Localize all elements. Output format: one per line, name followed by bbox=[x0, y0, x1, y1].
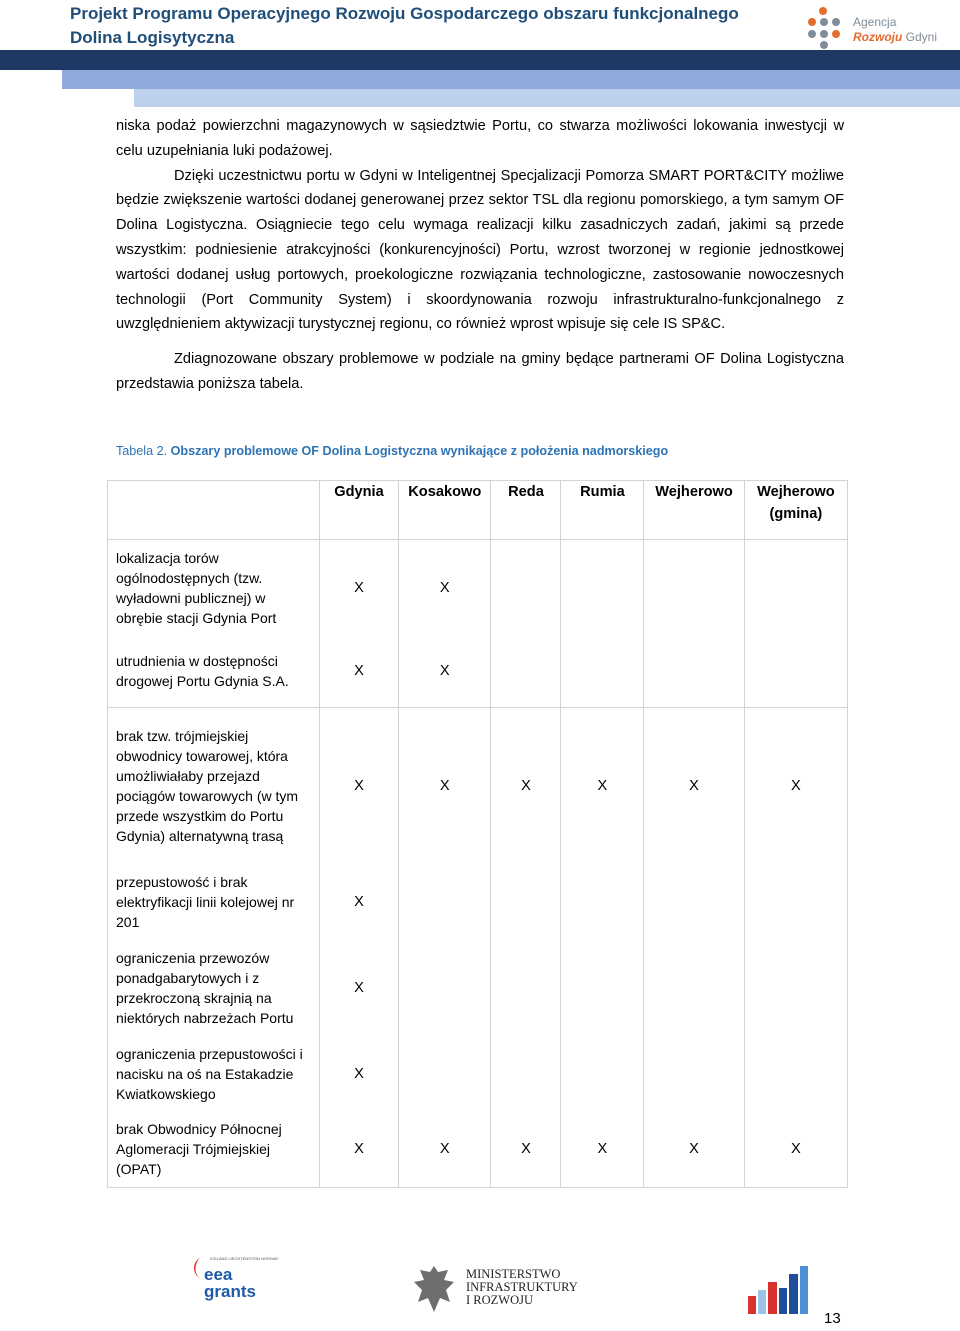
cell-mark bbox=[561, 864, 644, 940]
table-caption-label: Tabela 2. bbox=[116, 444, 168, 458]
cell-mark bbox=[744, 636, 847, 708]
row-label: ograniczenia przewozów ponadgabarytowych i z przekroczoną skrajnią na niektórych nabrzeżach Portu bbox=[108, 940, 320, 1036]
cell-mark bbox=[561, 940, 644, 1036]
cell-mark: X bbox=[491, 1112, 561, 1188]
cell-mark bbox=[644, 940, 744, 1036]
cell-mark bbox=[399, 1036, 491, 1112]
paragraph-3: Zdiagnozowane obszary problemowe w podziale na gminy będące partnerami OF Dolina Logistyczna przedstawia poniższa tabela. bbox=[116, 351, 844, 392]
table-header-row bbox=[108, 481, 848, 540]
column-header: Wejherowo bbox=[644, 481, 744, 540]
cell-mark bbox=[491, 636, 561, 708]
cell-mark bbox=[644, 1036, 744, 1112]
table-header-empty bbox=[108, 481, 320, 540]
problem-areas-table bbox=[107, 480, 848, 1188]
eea-grants-icon bbox=[190, 1252, 279, 1302]
cell-mark: X bbox=[561, 708, 644, 864]
ministry-text: MINISTERSTWO INFRASTRUKTURY I ROZWOJU bbox=[466, 1267, 578, 1307]
row-label: ograniczenia przepustowości i nacisku na oś na Estakadzie Kwiatkowskiego bbox=[108, 1036, 320, 1112]
agency-logo-dots-icon bbox=[803, 6, 849, 50]
table-row bbox=[108, 1112, 848, 1188]
cell-mark: X bbox=[399, 540, 491, 636]
cell-mark: X bbox=[744, 708, 847, 864]
cell-mark: X bbox=[319, 708, 398, 864]
table-row bbox=[108, 708, 848, 864]
city-skyline-icon bbox=[746, 1264, 816, 1316]
table-row bbox=[108, 940, 848, 1036]
table-caption-text: Obszary problemowe OF Dolina Logistyczna wynikające z położenia nadmorskiego bbox=[170, 444, 669, 458]
ministry-logo bbox=[410, 1262, 590, 1318]
eea-line2-text: grants bbox=[204, 1282, 256, 1301]
cell-mark: X bbox=[319, 1036, 398, 1112]
eea-line1-text: eea bbox=[204, 1265, 233, 1284]
cell-mark bbox=[561, 1036, 644, 1112]
city-skyline-logo bbox=[746, 1264, 816, 1316]
cell-mark: X bbox=[561, 1112, 644, 1188]
cell-mark bbox=[561, 540, 644, 636]
header-title: Projekt Programu Operacyjnego Rozwoju Gospodarczego obszaru funkcjonalnego Dolina Logisytyczna bbox=[70, 4, 739, 47]
column-header: Reda bbox=[491, 481, 561, 540]
table-caption bbox=[116, 444, 668, 458]
paragraph-2: Dzięki uczestnictwu portu w Gdyni w Inteligentnej Specjalizacji Pomorza SMART PORT&CITY możliwe będzie zwiększenie wartości dodanej generowanej przez sektor TSL dla regionu pomorskiego, a tym samym OF Dolina Logistyczna. Osiągniecie tego celu wymaga realizacji kilku zasadniczych zadań, jakimi są przede wszystkim: podniesienie atrakcyjności (konkurencyjności) Portu, wzrost tworzonej w regionie jednostkowej wartości dodanej usług portowych, proekologiczne rozwiązania technologiczne, zastosowanie nowoczesnych technologii (Port Community System) i skoordynowania rozwoju infrastrukturalno-funkcjonalnego z uwzględnieniem aktywizacji turystycznej regionu, co również wprost wpisuje się cele IS SP&C. bbox=[116, 167, 844, 333]
cell-mark bbox=[399, 940, 491, 1036]
cell-mark: X bbox=[744, 1112, 847, 1188]
cell-mark bbox=[491, 864, 561, 940]
cell-mark bbox=[644, 540, 744, 636]
cell-mark: X bbox=[399, 1112, 491, 1188]
row-label: brak Obwodnicy Północnej Aglomeracji Trójmiejskiej (OPAT) bbox=[108, 1112, 320, 1188]
header-band-light bbox=[134, 89, 960, 107]
cell-mark: X bbox=[399, 708, 491, 864]
cell-mark bbox=[744, 864, 847, 940]
cell-mark bbox=[491, 1036, 561, 1112]
cell-mark: X bbox=[319, 1112, 398, 1188]
cell-mark bbox=[399, 864, 491, 940]
cell-mark: X bbox=[491, 708, 561, 864]
row-label: utrudnienia w dostępności drogowej Portu Gdynia S.A. bbox=[108, 636, 320, 708]
cell-mark bbox=[644, 636, 744, 708]
column-header: Kosakowo bbox=[399, 481, 491, 540]
eea-small-text: ICELAND LIECHTENSTEIN NORWAY bbox=[210, 1256, 279, 1261]
eea-grants-logo bbox=[190, 1252, 279, 1302]
header-band-mid bbox=[62, 70, 960, 89]
column-header: Gdynia bbox=[319, 481, 398, 540]
cell-mark: X bbox=[319, 540, 398, 636]
cell-mark: X bbox=[319, 636, 398, 708]
header-band-dark bbox=[0, 50, 960, 70]
table-row bbox=[108, 540, 848, 636]
cell-mark: X bbox=[319, 940, 398, 1036]
row-label: przepustowość i brak elektryfikacji linii kolejowej nr 201 bbox=[108, 864, 320, 940]
cell-mark: X bbox=[319, 864, 398, 940]
cell-mark bbox=[744, 540, 847, 636]
agency-logo-line2: Rozwoju Gdyni bbox=[853, 30, 938, 44]
cell-mark bbox=[561, 636, 644, 708]
cell-mark: X bbox=[399, 636, 491, 708]
table-row bbox=[108, 636, 848, 708]
cell-mark bbox=[491, 540, 561, 636]
body-text bbox=[116, 114, 844, 397]
paragraph-1: niska podaż powierzchni magazynowych w sąsiedztwie Portu, co stwarza możliwości lokowania inwestycji w celu uzupełniania luki podażowej. bbox=[116, 118, 844, 159]
column-header: Wejherowo (gmina) bbox=[744, 481, 847, 540]
agency-logo bbox=[803, 6, 953, 50]
column-header: Rumia bbox=[561, 481, 644, 540]
table-row bbox=[108, 1036, 848, 1112]
row-label: lokalizacja torów ogólnodostępnych (tzw. wyładowni publicznej) w obrębie stacji Gdynia Port bbox=[108, 540, 320, 636]
cell-mark: X bbox=[644, 708, 744, 864]
cell-mark: X bbox=[644, 1112, 744, 1188]
page-number: 13 bbox=[824, 1310, 841, 1327]
cell-mark bbox=[644, 864, 744, 940]
cell-mark bbox=[744, 1036, 847, 1112]
table-row bbox=[108, 864, 848, 940]
agency-logo-line1: Agencja bbox=[853, 15, 897, 29]
row-label: brak tzw. trójmiejskiej obwodnicy towarowej, która umożliwiałaby przejazd pociągów towarowych (w tym przede wszystkim do Portu Gdynia) alternatywną trasą bbox=[108, 708, 320, 864]
cell-mark bbox=[491, 940, 561, 1036]
polish-eagle-icon bbox=[410, 1262, 458, 1316]
cell-mark bbox=[744, 940, 847, 1036]
